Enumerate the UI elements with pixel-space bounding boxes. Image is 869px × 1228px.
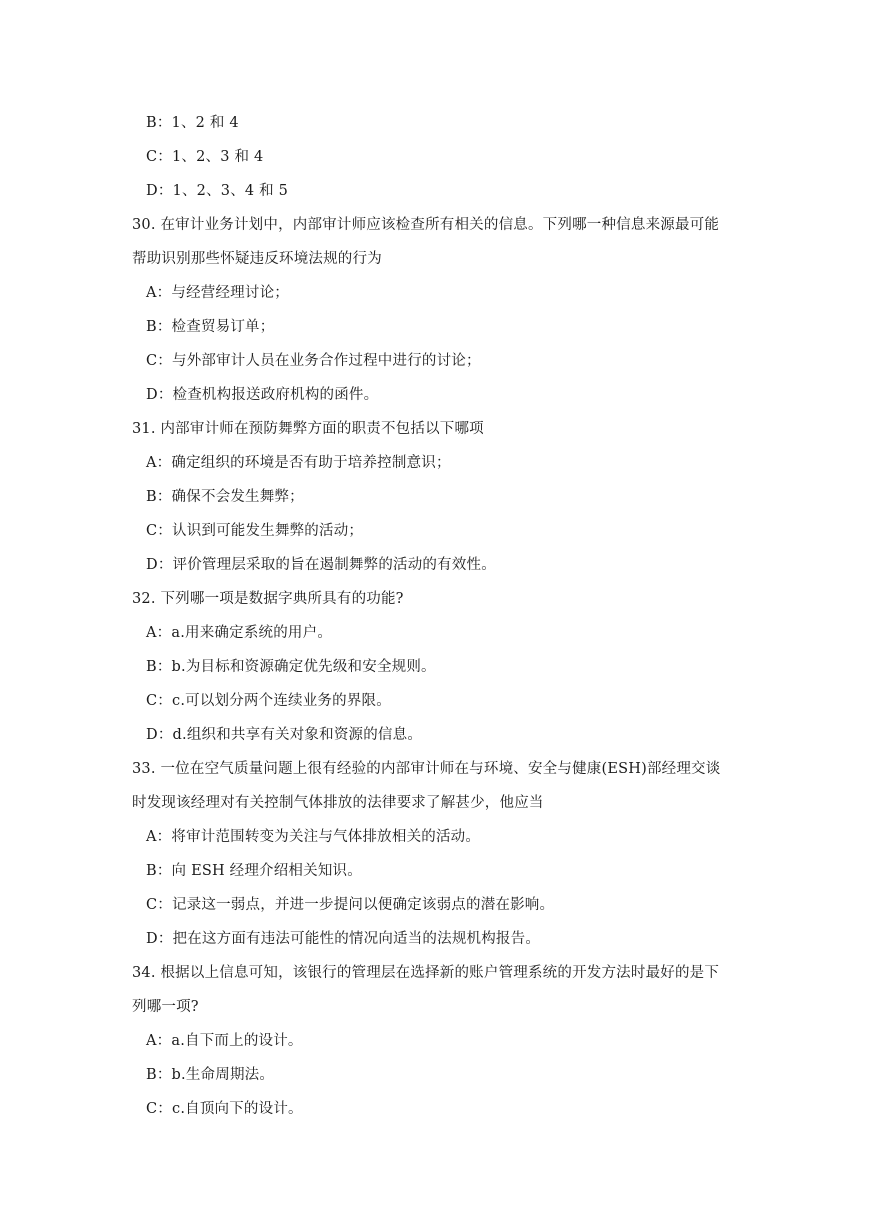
question-30-option-d: D：检查机构报送政府机构的函件。	[146, 387, 379, 403]
question-33-option-d: D：把在这方面有违法可能性的情况向适当的法规机构报告。	[146, 931, 541, 947]
question-30-option-c: C：与外部审计人员在业务合作过程中进行的讨论；	[146, 353, 481, 369]
question-33-option-a: A：将审计范围转变为关注与气体排放相关的活动。	[146, 829, 481, 845]
option-d-prev: D：1、2、3、4 和 5	[146, 183, 289, 199]
question-33-stem-cont: 时发现该经理对有关控制气体排放的法律要求了解甚少，他应当	[132, 795, 544, 811]
question-30-option-b: B：检查贸易订单；	[146, 319, 275, 335]
question-32-option-c: C：c.可以划分两个连续业务的界限。	[146, 693, 391, 709]
question-31-option-b: B：确保不会发生舞弊；	[146, 489, 304, 505]
question-33-option-c: C：记录这一弱点，并进一步提问以便确定该弱点的潜在影响。	[146, 897, 555, 913]
question-32-option-b: B：b.为目标和资源确定优先级和安全规则。	[146, 659, 436, 675]
question-31-stem: 31. 内部审计师在预防舞弊方面的职责不包括以下哪项	[132, 421, 484, 437]
question-31-option-a: A：确定组织的环境是否有助于培养控制意识；	[146, 455, 451, 471]
option-c-prev: C：1、2、3 和 4	[146, 149, 264, 165]
question-33-option-b: B：向 ESH 经理介绍相关知识。	[146, 863, 362, 879]
question-32-option-d: D：d.组织和共享有关对象和资源的信息。	[146, 727, 423, 743]
question-34-option-b: B：b.生命周期法。	[146, 1067, 275, 1083]
document-body	[132, 106, 742, 1126]
question-31-option-d: D：评价管理层采取的旨在遏制舞弊的活动的有效性。	[146, 557, 496, 573]
question-34-option-a: A：a.自下而上的设计。	[146, 1033, 303, 1049]
question-32-stem: 32. 下列哪一项是数据字典所具有的功能?	[132, 591, 404, 607]
question-32-option-a: A：a.用来确定系统的用户。	[146, 625, 333, 641]
question-34-stem: 34. 根据以上信息可知，该银行的管理层在选择新的账户管理系统的开发方法时最好的是下	[132, 965, 720, 981]
question-34-stem-cont: 列哪一项?	[132, 999, 199, 1015]
question-30-stem-cont: 帮助识别那些怀疑违反环境法规的行为	[132, 251, 382, 267]
question-31-option-c: C：认识到可能发生舞弊的活动；	[146, 523, 364, 539]
question-30-option-a: A：与经营经理讨论；	[146, 285, 289, 301]
question-33-stem: 33. 一位在空气质量问题上很有经验的内部审计师在与环境、安全与健康(ESH)部经理交谈	[132, 761, 721, 777]
question-30-stem: 30. 在审计业务计划中，内部审计师应该检查所有相关的信息。下列哪一种信息来源最可能	[132, 217, 720, 233]
option-b-prev: B：1、2 和 4	[146, 115, 239, 131]
question-34-option-c: C：c.自顶向下的设计。	[146, 1101, 303, 1117]
